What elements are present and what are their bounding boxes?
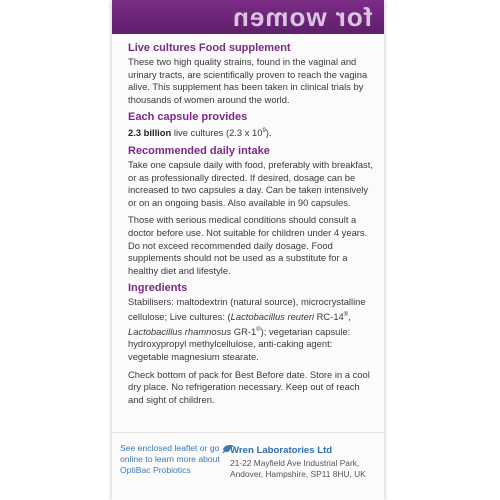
capsule-heading: Each capsule provides [128, 111, 248, 124]
company-address: 21-22 Mayfield Ave Industrial Park, Andover, Hampshire, SP11 8HU, UK [230, 458, 366, 479]
leaflet-note: See enclosed leaflet or go online to learn more about OptiBac Probiotics [120, 443, 220, 475]
registered-mark-1: ® [343, 312, 349, 319]
purple-header-band [112, 0, 384, 34]
intro-heading: Live cultures Food supplement [128, 42, 291, 54]
label-content [128, 42, 374, 411]
registered-mark-2: ® [256, 326, 261, 333]
strain-2: Lactobacillus rhamnosus [128, 325, 232, 337]
intro-text: These two high quality strains, found in the vaginal and urinary tracts, are scientifically proven to reach the vagina alive. This supplement has been taken in clinical trials by thousands of women around the world. [128, 56, 368, 105]
storage-text: Check bottom of pack for Best Before date. Store in a cool dry place. No refrigeration necessary. Keep out of reach and sight of children. [128, 368, 370, 405]
intake-heading: Recommended daily intake [128, 145, 270, 158]
band-title: for women [232, 2, 373, 32]
capsule-text [128, 125, 374, 140]
intake-text: Take one capsule daily with food, preferably with breakfast, or as professionally directed. If desired, dosage can be increased to two capsules a day. Can be taken intensively or on an ongoing basis. Also available in 90 capsules. [128, 159, 373, 208]
capsule-exponent: 9 [262, 128, 266, 135]
capsule-amount: 2.3 billion [128, 127, 172, 139]
label-footer [112, 432, 384, 500]
ingredients-part1: Stabilisers: maltodextrin (natural source), microcrystalline cellulose; Live cultures: ( [128, 296, 366, 323]
company-name: Wren Laboratories Ltd [230, 445, 333, 456]
ingredients-heading: Ingredients [128, 282, 188, 295]
capsule-end: ). [265, 127, 272, 139]
product-box-panel [112, 0, 384, 500]
ingredients-part2: RC-14 [314, 311, 344, 323]
strain-1: Lactobacillus reuteri [230, 311, 315, 323]
ingredients-part4: GR-1 [231, 325, 257, 337]
ingredients-part3: , [348, 311, 351, 323]
capsule-rest: live cultures (2.3 x 10 [171, 127, 263, 139]
warning-text: Those with serious medical conditions should consult a doctor before use. Not suitable for children under 4 years. Do not exceed recommended daily dosage. Food supplements should not be used as a substitute for a healthy diet and lifestyle. [128, 214, 368, 276]
ingredients-part5: ); vegetarian capsule: hydroxypropyl methylcellulose, anti-caking agent: vegetable magnesium stearate. [128, 325, 351, 363]
ingredients-text [128, 296, 374, 363]
